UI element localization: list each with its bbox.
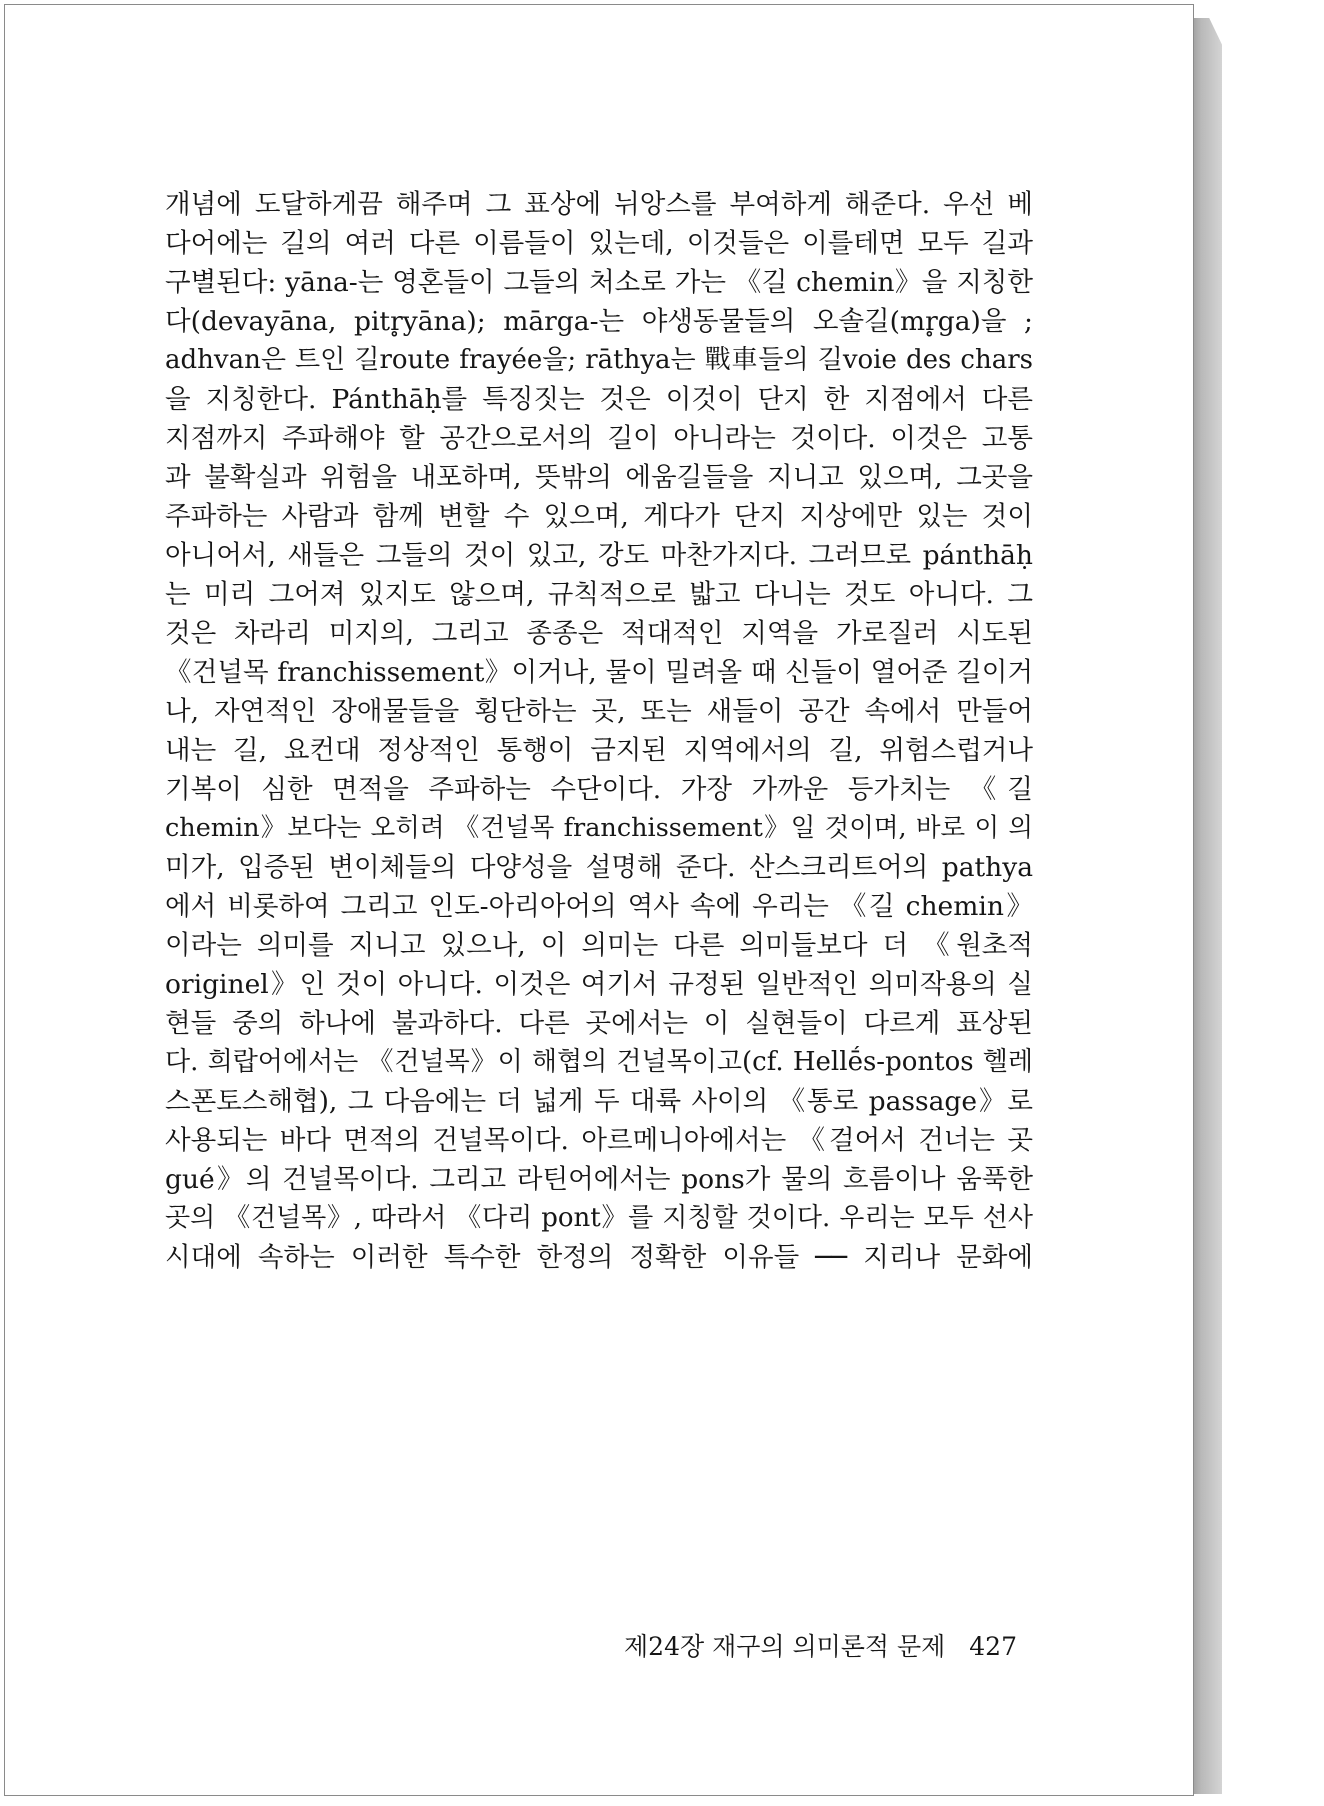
- footer-chapter-title: 제24장 재구의 의미론적 문제: [624, 1632, 946, 1661]
- body-line-27: 곳의 《건널목》, 따라서 《다리 pont》를 지칭할 것이다. 우리는 모두 선사: [165, 1203, 1033, 1233]
- body-line-7: 지점까지 주파해야 할 공간으로서의 길이 아니라는 것이다. 이것은 고통: [165, 423, 1033, 454]
- body-line-12: 것은 차라리 미지의, 그리고 종종은 적대적인 지역을 가로질러 시도된: [165, 618, 1033, 649]
- body-line-5: adhvan은 트인 길route frayée을; rāthya는 戰車들의 길voie des chars: [165, 345, 1033, 375]
- body-line-6: 을 지칭한다. Pánthāḥ를 특징짓는 것은 이것이 단지 한 지점에서 다른: [165, 384, 1033, 415]
- body-line-20: 이라는 의미를 지니고 있으나, 이 의미는 다른 의미들보다 더 《원초적: [165, 930, 1033, 961]
- body-line-23: 다. 희랍어에서는 《건널목》이 해협의 건널목이고(cf. Hellḗs-pontos 헬레: [165, 1047, 1033, 1077]
- body-line-9: 주파하는 사람과 함께 변할 수 있으며, 게다가 단지 지상에만 있는 것이: [165, 501, 1033, 532]
- body-line-1: 개념에 도달하게끔 해주며 그 표상에 뉘앙스를 부여하게 해준다. 우선 베: [165, 189, 1033, 220]
- body-line-28: 시대에 속하는 이러한 특수한 한정의 정확한 이유들 ── 지리나 문화에: [165, 1242, 1033, 1273]
- running-footer: [597, 1627, 1017, 1667]
- body-line-19: 에서 비롯하여 그리고 인도-아리아어의 역사 속에 우리는 《길 chemin》: [165, 891, 1033, 922]
- book-page: [4, 4, 1194, 1796]
- body-line-4: 다(devayāna, pitr̥yāna); mārga-는 야생동물들의 오솔길(mr̥ga)을 ;: [165, 306, 1033, 337]
- body-line-18: 미가, 입증된 변이체들의 다양성을 설명해 준다. 산스크리트어의 pathya: [165, 852, 1033, 883]
- body-line-8: 과 불확실과 위험을 내포하며, 뜻밖의 에움길들을 지니고 있으며, 그곳을: [165, 462, 1033, 493]
- body-line-15: 내는 길, 요컨대 정상적인 통행이 금지된 지역에서의 길, 위험스럽거나: [165, 735, 1033, 766]
- body-line-10: 아니어서, 새들은 그들의 것이 있고, 강도 마찬가지다. 그러므로 pánthāḥ: [165, 540, 1033, 571]
- body-line-3: 구별된다: yāna-는 영혼들이 그들의 처소로 가는 《길 chemin》을 지칭한: [165, 267, 1033, 298]
- body-line-24: 스폰토스해협), 그 다음에는 더 넓게 두 대륙 사이의 《통로 passage》로: [165, 1086, 1033, 1117]
- body-text: [165, 185, 1033, 1277]
- body-line-17: chemin》보다는 오히려 《건널목 franchissement》일 것이며, 바로 이 의: [165, 813, 1033, 843]
- page-edge-shadow: [1190, 18, 1222, 1794]
- body-line-16: 기복이 심한 면적을 주파하는 수단이다. 가장 가까운 등가치는 《길: [165, 774, 1033, 805]
- body-line-2: 다어에는 길의 여러 다른 이름들이 있는데, 이것들은 이를테면 모두 길과: [165, 228, 1033, 259]
- body-line-14: 나, 자연적인 장애물들을 횡단하는 곳, 또는 새들이 공간 속에서 만들어: [165, 696, 1033, 727]
- body-line-22: 현들 중의 하나에 불과하다. 다른 곳에서는 이 실현들이 다르게 표상된: [165, 1008, 1033, 1039]
- body-line-13: 《건널목 franchissement》이거나, 물이 밀려올 때 신들이 열어준 길이거: [165, 657, 1033, 688]
- body-line-11: 는 미리 그어져 있지도 않으며, 규칙적으로 밟고 다니는 것도 아니다. 그: [165, 579, 1033, 610]
- body-line-26: gué》의 건널목이다. 그리고 라틴어에서는 pons가 물의 흐름이나 움푹한: [165, 1164, 1033, 1195]
- body-line-21: originel》인 것이 아니다. 이것은 여기서 규정된 일반적인 의미작용의 실: [165, 969, 1033, 1000]
- page-number: 427: [969, 1632, 1017, 1661]
- body-line-25: 사용되는 바다 면적의 건널목이다. 아르메니아에서는 《걸어서 건너는 곳: [165, 1125, 1033, 1156]
